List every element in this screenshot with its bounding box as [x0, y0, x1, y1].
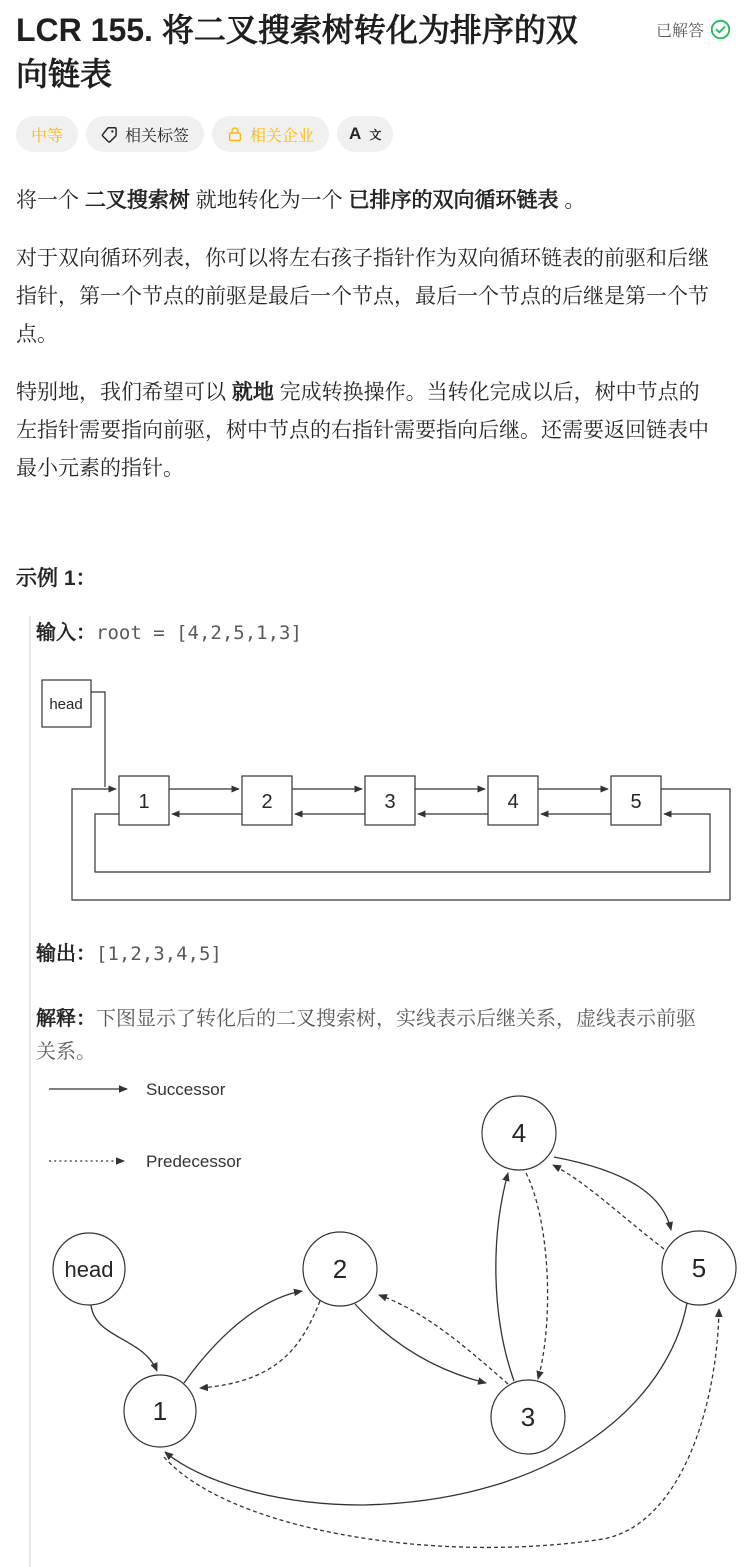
explanation-label: 解释：	[36, 1008, 96, 1030]
problem-description	[16, 182, 716, 488]
example-block	[29, 616, 747, 1567]
readability-button[interactable]: A 文	[337, 116, 393, 152]
graph-node-5: 5	[691, 1253, 707, 1283]
description-paragraph-3: 特别地，我们希望可以 就地 完成转换操作。当转化完成以后，树中节点的左指针需要指向前驱，树中节点的右指针需要指向后继。还需要返回链表中最小元素的指针。	[16, 381, 709, 480]
example-heading: 示例 1：	[16, 567, 97, 590]
output-label: 输出：	[36, 943, 96, 965]
example-input-line	[36, 618, 733, 648]
graph-node-4: 4	[511, 1118, 527, 1148]
example-output-line	[36, 939, 733, 969]
tag-icon	[101, 126, 118, 143]
header	[0, 0, 747, 96]
graph-node-3: 3	[520, 1402, 536, 1432]
list-node-4: 4	[507, 791, 519, 813]
related-tags-button[interactable]: 相关标签	[86, 116, 204, 152]
input-label: 输入：	[36, 622, 96, 644]
graph-node-2: 2	[332, 1254, 348, 1284]
lock-icon	[227, 126, 243, 143]
legend-predecessor-label: Predecessor	[146, 1152, 242, 1171]
output-value: [1,2,3,4,5]	[96, 943, 222, 965]
readability-icon: A	[349, 124, 362, 143]
solved-status-badge	[656, 18, 731, 41]
list-node-3: 3	[384, 791, 396, 813]
page-title	[16, 8, 584, 96]
bst-graph-diagram	[36, 1077, 747, 1567]
list-node-2: 2	[261, 791, 273, 813]
explanation-text: 下图显示了转化后的二叉搜索树，实线表示后继关系，虚线表示前驱关系。	[36, 1008, 696, 1063]
graph-node-head: head	[64, 1257, 114, 1282]
list-head-label: head	[49, 696, 83, 713]
example-explanation	[36, 1003, 712, 1069]
related-companies-button[interactable]: 相关企业	[212, 116, 329, 152]
linked-list-diagram	[36, 664, 747, 926]
legend-successor-label: Successor	[146, 1080, 226, 1099]
description-paragraph-2: 对于双向循环列表，你可以将左右孩子指针作为双向循环链表的前驱和后继指针，第一个节点的前驱是最后一个节点，最后一个节点的后继是第一个节点。	[16, 247, 709, 346]
successor-edges	[91, 1157, 687, 1505]
list-node-1: 1	[138, 791, 150, 813]
difficulty-badge[interactable]: 中等	[16, 116, 78, 152]
solved-label: 已解答	[655, 23, 704, 40]
problem-id: LCR 155.	[16, 12, 162, 48]
graph-legend	[49, 1089, 127, 1161]
list-node-5: 5	[630, 791, 642, 813]
description-paragraph-1: 将一个 二叉搜索树 就地转化为一个 已排序的双向循环链表 。	[16, 189, 586, 212]
graph-node-1: 1	[152, 1396, 168, 1426]
badges-row	[16, 116, 731, 152]
solved-check-icon	[710, 19, 731, 40]
input-value: root = [4,2,5,1,3]	[96, 622, 302, 644]
problem-name: 将二叉搜索树转化为排序的双向链表	[16, 12, 578, 92]
